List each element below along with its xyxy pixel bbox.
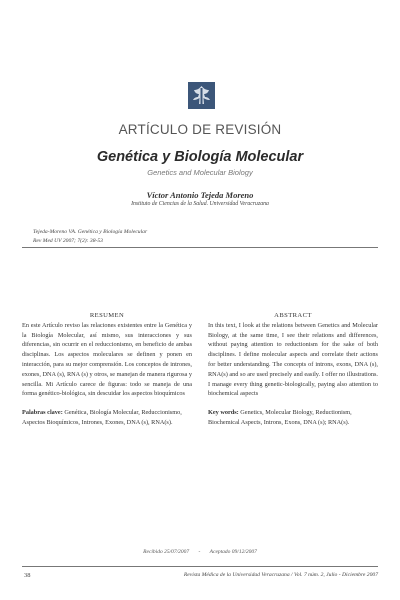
page-number: 38 bbox=[24, 572, 31, 579]
resumen-heading: RESUMEN bbox=[89, 312, 125, 319]
citation-block bbox=[33, 228, 147, 246]
received-date: Recibido 25/07/2007 bbox=[143, 549, 190, 555]
abstract-keywords-label: Key words: bbox=[208, 409, 239, 417]
section-label: ARTÍCULO DE REVISIÓN bbox=[118, 122, 282, 137]
running-head: Revista Médica de la Universidad Veracruzana / Vol. 7 núm. 2, Julio - Diciembre 2007 bbox=[183, 572, 378, 578]
date-separator: - bbox=[198, 549, 201, 555]
abstract-heading: ABSTRACT bbox=[274, 312, 312, 319]
header-divider bbox=[22, 247, 378, 248]
citation-line-2: Rev Med UV 2007; 7(2): 38-53 bbox=[33, 238, 103, 244]
abstract-keywords bbox=[208, 408, 378, 428]
author-affiliation: Instituto de Ciencias de la Salud. Universidad Veracruzana bbox=[131, 201, 269, 207]
footer-divider bbox=[22, 566, 378, 567]
submission-dates bbox=[0, 549, 400, 555]
resumen-keywords bbox=[22, 408, 192, 428]
citation-line-1: Tejeda-Moreno VA. Genética y Biología Molecular bbox=[33, 229, 148, 235]
resumen-keywords-label: Palabras clave: bbox=[22, 409, 63, 417]
resumen-keywords-text: Genética, Biología Molecular, Reduccionismo, Aspectos Bioquímicos, Intrones, Exones, DNA (s), RNA(s). bbox=[22, 409, 182, 426]
article-title: Genética y Biología Molecular bbox=[96, 149, 304, 165]
resumen-column bbox=[22, 311, 192, 428]
abstract-body: In this text, I look at the relations between Genetics and Molecular Biology, at the same time, I see their relations and differences, without paying attention to reductionism for the sake of both disciplines. I define molecular aspects and correlate their actions for better understanding. The concepts of introns, exons, DNA (s), RNA(s) and so are used precisely and easily. I offer no illustrations. I manage every thing genetic-biologically, paying also attention to biochemical aspects bbox=[208, 321, 378, 398]
accepted-date: Aceptado 09/12/2007 bbox=[209, 549, 257, 555]
author-name: Víctor Antonio Tejeda Moreno bbox=[146, 190, 254, 200]
journal-crest-icon bbox=[188, 82, 215, 109]
abstract-column bbox=[208, 311, 378, 428]
abstract-keywords-text: Genetics, Molecular Biology, Reductionism, Biochemical Aspects, Introns, Exons, DNA (s); RNA(s). bbox=[208, 409, 352, 426]
article-subtitle: Genetics and Molecular Biology bbox=[147, 168, 253, 177]
resumen-body: En este Artículo reviso las relaciones existentes entre la Genética y la Biología Molecular, así mismo, sus interacciones y sus diferencias, sin ocurrir en el reduccionismo, en beneficio de ambas disciplinas. Los aspectos moleculares se definen y ponen en interacción, para su mejor comprensión. Los conceptos de intrones, exones, DNA (s), RNA (s) y otros, se manejan de manera rigurosa y sencilla. Mi Artículo carece de figuras: todo se maneja de una forma genético-biológica, sin descuidar los aspectos bioquímicos bbox=[22, 321, 192, 398]
